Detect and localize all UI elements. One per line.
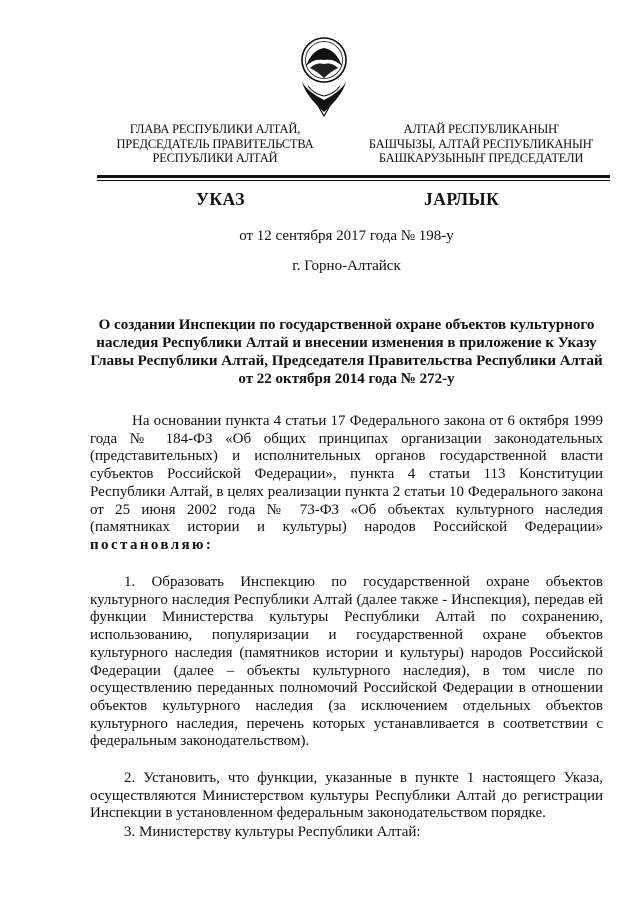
- header-right-line: БАШКАРУЗЫНЫҤ ПРЕДСЕДАТЕЛИ: [378, 151, 584, 165]
- decree-item: 1. Образовать Инспекцию по государственной охране объектов культурного наследия Республики Алтай (далее также - Инспекция), передав ей функции Министерства культуры Республики Алтай по сохранению, использованию, популяризации и государственной охране объектов культурного наследия (памятников истории и культуры) народов Российской Федерации (далее – объекты культурного наследия), в том числе по осуществлению переданных полномочий Российской Федерации в отношении объектов культурного наследия (за исключением отдельных объектов культурного наследия, перечень которых устанавливается в соответствии с федеральным законодательством).: [90, 574, 603, 750]
- header-divider-thin: [97, 180, 610, 181]
- decree-title: О создании Инспекции по государственной охране объектов культурного наследия Республики Алтай и внесении изменения в приложение к Указу Главы Республики Алтай, Председателя Правительства Республики Алтай от 22 октября 2014 года № 272-у: [90, 317, 603, 387]
- ordain-word: постановляю:: [90, 536, 214, 553]
- decree-label-russian: УКАЗ: [196, 189, 245, 209]
- decree-preamble: [90, 413, 603, 555]
- decree-city: г. Горно-Алтайск: [292, 258, 401, 274]
- decree-item: 3. Министерству культуры Республики Алтай:: [124, 824, 421, 840]
- decree-date-number: от 12 сентября 2017 года № 198-у: [239, 228, 454, 244]
- header-right-line: АЛТАЙ РЕСПУБЛИКАНЫҤ: [403, 122, 559, 136]
- header-right-authority: [352, 122, 610, 166]
- header-left-authority: [100, 122, 330, 166]
- decree-label-altai: JАРЛЫК: [424, 189, 500, 209]
- header-left-line: РЕСПУБЛИКИ АЛТАЙ: [152, 151, 278, 165]
- coat-of-arms-emblem: [296, 36, 352, 120]
- preamble-text: На основании пункта 4 статьи 17 Федерального закона от 6 октября 1999 года № 184-ФЗ «Об общих принципах организации законодательных (представительных) и исполнительных органов государственной власти субъектов Российской Федерации», пункта 4 статьи 113 Конституции Республики Алтай, в целях реализации пункта 2 статьи 10 Федерального закона от 25 июня 2002 года № 73-ФЗ «Об объектах культурного наследия (памятниках истории и культуры) народов Российской Федерации»: [90, 413, 603, 536]
- header-left-line: ГЛАВА РЕСПУБЛИКИ АЛТАЙ,: [129, 122, 301, 136]
- decree-item: 2. Установить, что функции, указанные в пункте 1 настоящего Указа, осуществляются Министерством культуры Республики Алтай до регистрации Инспекции в установленном федеральным законодательством порядке.: [90, 770, 603, 822]
- header-right-line: БАШЧЫЗЫ, АЛТАЙ РЕСПУБЛИКАНЫҤ: [368, 136, 594, 151]
- header-divider-thick: [97, 175, 610, 178]
- header-left-line: ПРЕДСЕДАТЕЛЬ ПРАВИТЕЛЬСТВА: [116, 136, 314, 151]
